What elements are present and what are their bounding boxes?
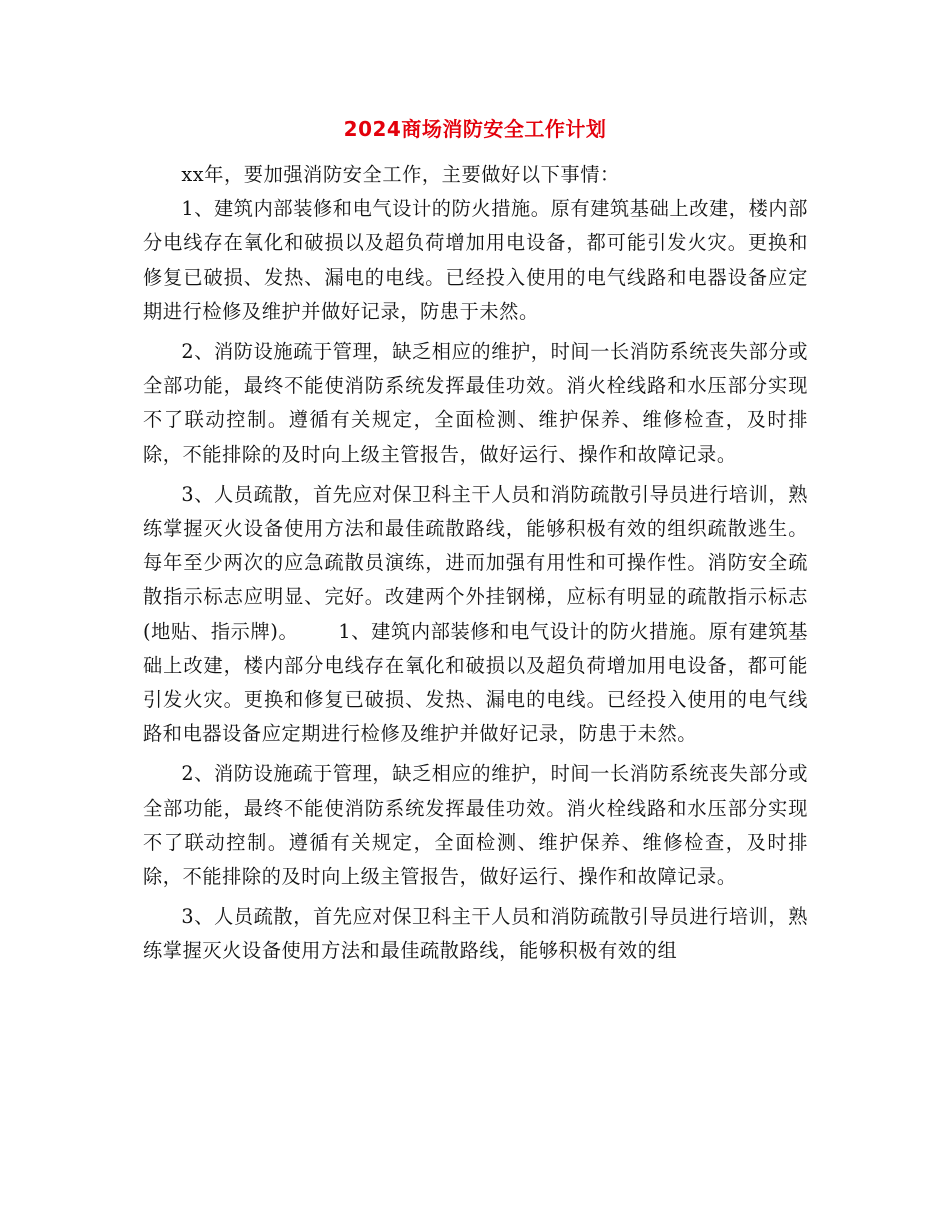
paragraph-2: 2、消防设施疏于管理，缺乏相应的维护，时间一长消防系统丧失部分或全部功能，最终不能使消防系统发挥最佳功效。消火栓线路和水压部分实现不了联动控制。遵循有关规定，全面检测、维护保养、维修检查，及时排除，不能排除的及时向上级主管报告，做好运行、操作和故障记录。 <box>143 340 808 466</box>
document-title: 2024商场消防安全工作计划 <box>343 117 607 141</box>
paragraph-5: 3、人员疏散，首先应对保卫科主干人员和消防疏散引导员进行培训，熟练掌握灭火设备使用方法和最佳疏散路线，能够积极有效的组 <box>143 905 808 963</box>
paragraph-4: 2、消防设施疏于管理，缺乏相应的维护，时间一长消防系统丧失部分或全部功能，最终不能使消防系统发挥最佳功效。消火栓线路和水压部分实现不了联动控制。遵循有关规定，全面检测、维护保养、维修检查，及时排除，不能排除的及时向上级主管报告，做好运行、操作和故障记录。 <box>143 762 808 889</box>
paragraph-1: 1、建筑内部装修和电气设计的防火措施。原有建筑基础上改建，楼内部分电线存在氧化和破损以及超负荷增加用电设备，都可能引发火灾。更换和修复已破损、发热、漏电的电线。已经投入使用的电气线路和电器设备应定期进行检修及维护并做好记录，防患于未然。 <box>143 197 808 323</box>
paragraph-3-continued-text: 1、建筑内部装修和电气设计的防火措施。原有建筑基础上改建，楼内部分电线存在氧化和破损以及超负荷增加用电设备，都可能引发火灾。更换和修复已破损、发热、漏电的电线。已经投入使用的电气线路和电器设备应定期进行检修及维护并做好记录，防患于未然。 <box>143 619 808 746</box>
intro-paragraph: xx年，要加强消防安全工作，主要做好以下事情： <box>181 163 620 186</box>
paragraph-3-text: 3、人员疏散，首先应对保卫科主干人员和消防疏散引导员进行培训，熟练掌握灭火设备使用方法和最佳疏散路线，能够积极有效的组织疏散逃生。每年至少两次的应急疏散员演练，进而加强有用性和可操作性。消防安全疏散指示标志应明显、完好。改建两个外挂钢梯，应标有明显的疏散指示标志(地贴、指示牌)。 <box>143 482 808 643</box>
document-body <box>143 158 808 969</box>
paragraph-3 <box>143 478 808 752</box>
